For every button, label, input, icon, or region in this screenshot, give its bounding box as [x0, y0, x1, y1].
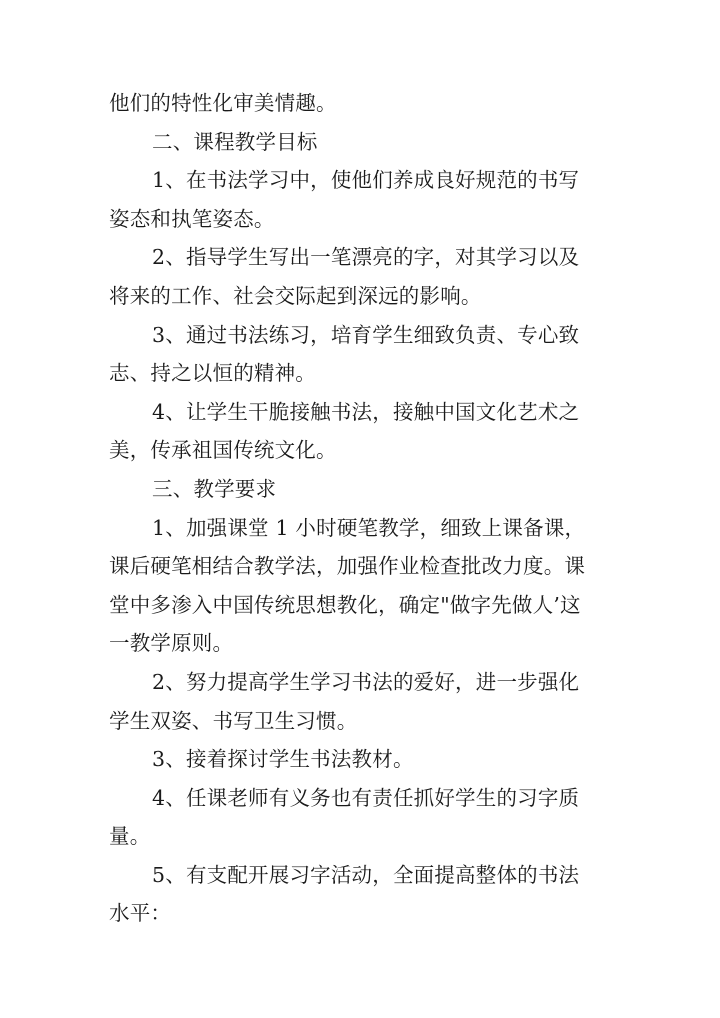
document-body: [109, 84, 609, 933]
text-line: 4、任课老师有义务也有责任抓好学生的习字质: [152, 785, 580, 810]
text-line: 2、指导学生写出一笔漂亮的字，对其学习以及: [152, 245, 580, 270]
text-line: 1、加强课堂 1 小时硬笔教学，细致上课备课，: [152, 515, 586, 540]
text-line: 志、持之以恒的精神。: [109, 361, 316, 386]
text-line: 水平：: [109, 901, 172, 926]
text-line: 将来的工作、社会交际起到深远的影响。: [109, 283, 482, 308]
text-line: 课后硬笔相结合教学法，加强作业检查批改力度。课: [109, 554, 586, 579]
text-line: 2、努力提高学生学习书法的爱好，进一步强化: [152, 669, 580, 694]
text-line: 姿态和执笔姿态。: [109, 206, 275, 231]
text-line: 3、通过书法练习，培育学生细致负责、专心致: [152, 322, 580, 347]
text-line: 3、接着探讨学生书法教材。: [152, 747, 414, 772]
text-line: 4、让学生干脆接触书法，接触中国文化艺术之: [152, 399, 580, 424]
section-heading-teaching-requirements: 三、教学要求: [152, 476, 277, 501]
text-line: 学生双姿、书写卫生习惯。: [109, 708, 358, 733]
text-line: 一教学原则。: [109, 631, 234, 656]
text-line: 堂中多渗入中国传统思想教化，确定"做字先做人’这: [109, 592, 581, 617]
section-heading-course-goals: 二、课程教学目标: [152, 129, 318, 154]
text-line: 1、在书法学习中，使他们养成良好规范的书写: [152, 168, 580, 193]
text-line: 他们的特性化审美情趣。: [109, 91, 337, 115]
text-line: 量。: [109, 824, 151, 849]
text-line: 美，传承祖国传统文化。: [109, 438, 337, 463]
text-line: 5、有支配开展习字活动，全面提高整体的书法: [152, 862, 580, 887]
